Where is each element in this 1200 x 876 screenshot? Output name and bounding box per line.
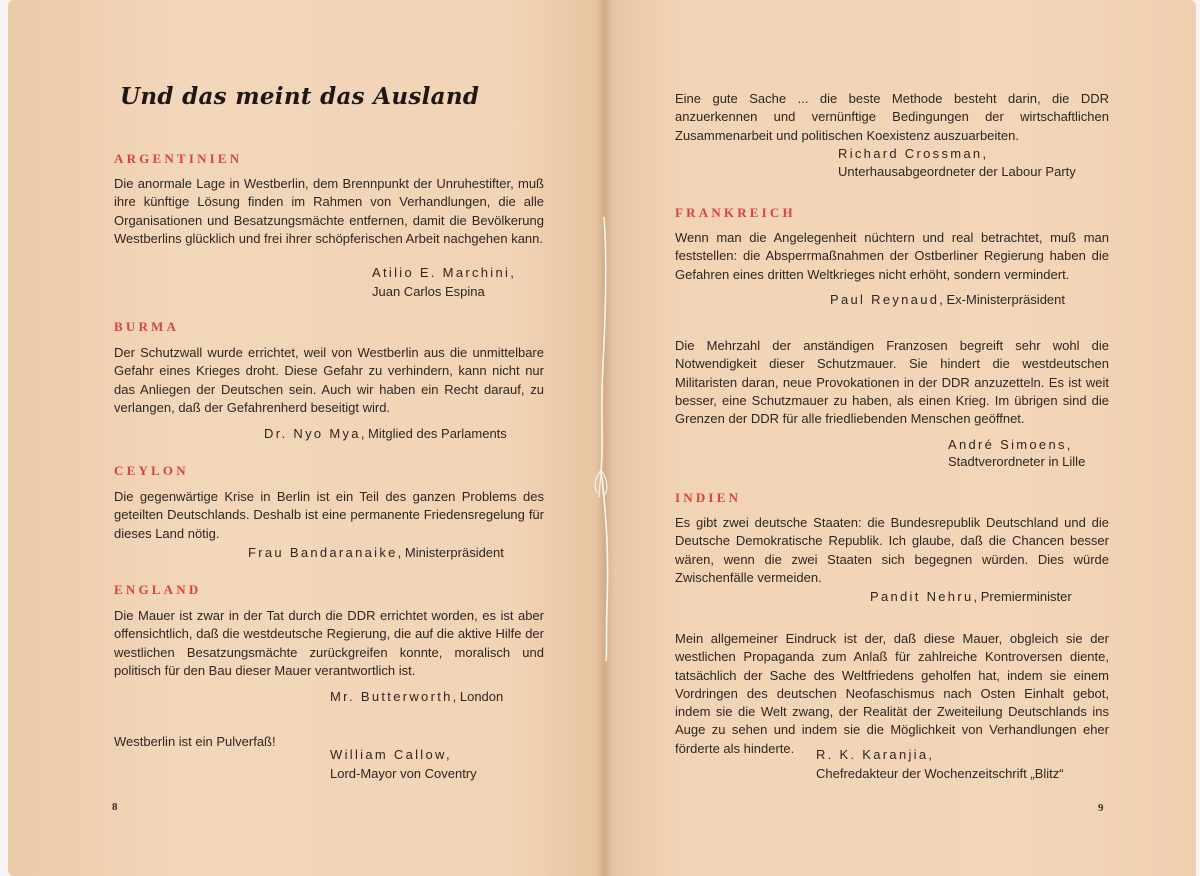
quote-text-argentinien: Die anormale Lage in Westberlin, dem Brennpunkt der Unruhestifter, muß ihre künftige Lösung finden im Rahmen von Verhandlungen, die alle Organisationen und Besatzungsmächte entfernen, damit die Bevölkerung Westberlins glücklich und frei ihrer schöpferischen Arbeit nachgehen kann. xyxy=(114,176,544,246)
quote-text-nehru: Es gibt zwei deutsche Staaten: die Bundesrepublik Deutschland und die Deutsche Demokratische Republik. Ich glaube, daß die Chancen besser wären, wenn die zwei Staaten sich begegnen würden. Dies würde Zwischenfälle vermeiden. xyxy=(675,515,1109,585)
quote-text-england: Die Mauer ist zwar in der Tat durch die DDR errichtet worden, es ist aber offensichtlich, daß die westdeutsche Regierung, die auf die aktive Hilfe der westlichen Besatzungsmächte zurückgreifen konnte, moralisch und politisch für den Bau dieser Mauer verantwortlich ist. xyxy=(114,608,544,678)
country-burma: BURMA xyxy=(114,319,180,334)
signature-crossman-name: Richard Crossman, xyxy=(838,146,989,161)
pulverfass-quote: Westberlin ist ein Pulverfaß! xyxy=(114,734,276,749)
signature-nehru: Pandit Nehru, Premierminister xyxy=(870,589,1072,604)
quote-text-ceylon: Die gegenwärtige Krise in Berlin ist ein Teil des ganzen Problems des geteilten Deutschlands. Deshalb ist eine permanente Friedensregelung für dieses Land nötig. xyxy=(114,489,544,541)
binding-thread-icon xyxy=(590,215,620,665)
page-heading: Und das meint das Ausland xyxy=(120,83,480,110)
signature-karanjia-name: R. K. Karanjia, xyxy=(816,747,935,762)
signature-simoens-role: Stadtverordneter in Lille xyxy=(948,454,1086,469)
country-argentinien: ARGENTINIEN xyxy=(114,151,243,166)
signature-name: Atilio E. Marchini, xyxy=(372,265,517,280)
page-number-left: 8 xyxy=(112,801,118,813)
quote-text-simoens: Die Mehrzahl der anständigen Franzosen begreift sehr wohl die Notwendigkeit dieser Schutzmauer. Sie hindert die westdeutschen Militaristen daran, neue Provokationen in der DDR anzuzetteln. Es ist weit besser, eine Schutzmauer zu haben, als einen Krieg. Im übrigen sind die Grenzen der DDR für alle friedliebenden Menschen geöffnet. xyxy=(675,338,1109,427)
country-ceylon: CEYLON xyxy=(114,463,189,478)
signature-burma: Dr. Nyo Mya, Mitglied des Parlaments xyxy=(264,426,507,441)
quote-text-reynaud: Wenn man die Angelegenheit nüchtern und real betrachtet, muß man feststellen: die Absperrmaßnahmen der Ostberliner Regierung haben die Gefahren eines dritten Weltkrieges nicht erhöht, sondern vermindert. xyxy=(675,230,1109,282)
country-england: ENGLAND xyxy=(114,582,202,597)
signature-simoens-name: André Simoens, xyxy=(948,437,1073,452)
left-page xyxy=(8,0,606,876)
signature-role: Juan Carlos Espina xyxy=(372,284,485,299)
signature-ceylon: Frau Bandaranaike, Ministerpräsident xyxy=(248,545,504,560)
signature-callow-role: Lord-Mayor von Coventry xyxy=(330,766,477,781)
quote-text-karanjia: Mein allgemeiner Eindruck ist der, daß diese Mauer, obgleich sie der westlichen Propaganda zum Anlaß für zahlreiche Kontroversen diente, tatsächlich der Sache des Weltfriedens geholfen hat, indem sie einem Vordringen des deutschen Neofaschismus nach Osten Einhalt gebot, indem sie die Welt zwang, der Realität der Zweiteilung Deutschlands ins Auge zu sehen und indem sie die Möglichkeit von Verhandlungen eher förderte als hinderte. xyxy=(675,631,1109,756)
signature-england: Mr. Butterworth, London xyxy=(330,689,504,704)
signature-callow-name: William Callow, xyxy=(330,747,452,762)
page-number-right: 9 xyxy=(1098,802,1104,814)
country-indien: INDIEN xyxy=(675,490,742,505)
signature-crossman-role: Unterhausabgeordneter der Labour Party xyxy=(838,164,1076,179)
signature-reynaud: Paul Reynaud, Ex-Ministerpräsident xyxy=(830,292,1065,307)
quote-text-crossman: Eine gute Sache ... die beste Methode besteht darin, die DDR anzuerkennen und vernünftige Bedingungen der wirtschaftlichen Zusammenarbeit und politischen Koexistenz auszuarbeiten. xyxy=(675,91,1109,143)
quote-text-burma: Der Schutzwall wurde errichtet, weil von Westberlin aus die unmittelbare Gefahr eines Krieges droht. Diese Gefahr zu verhindern, kann nicht nur das Anliegen der Deutschen sein. Auch wir haben ein Recht darauf, zu verlangen, daß der Gefahrenherd beseitigt wird. xyxy=(114,345,544,415)
signature-karanjia-role: Chefredakteur der Wochenzeitschrift „Blitz“ xyxy=(816,766,1064,781)
country-frankreich: FRANKREICH xyxy=(675,205,796,220)
right-page xyxy=(606,0,1196,876)
